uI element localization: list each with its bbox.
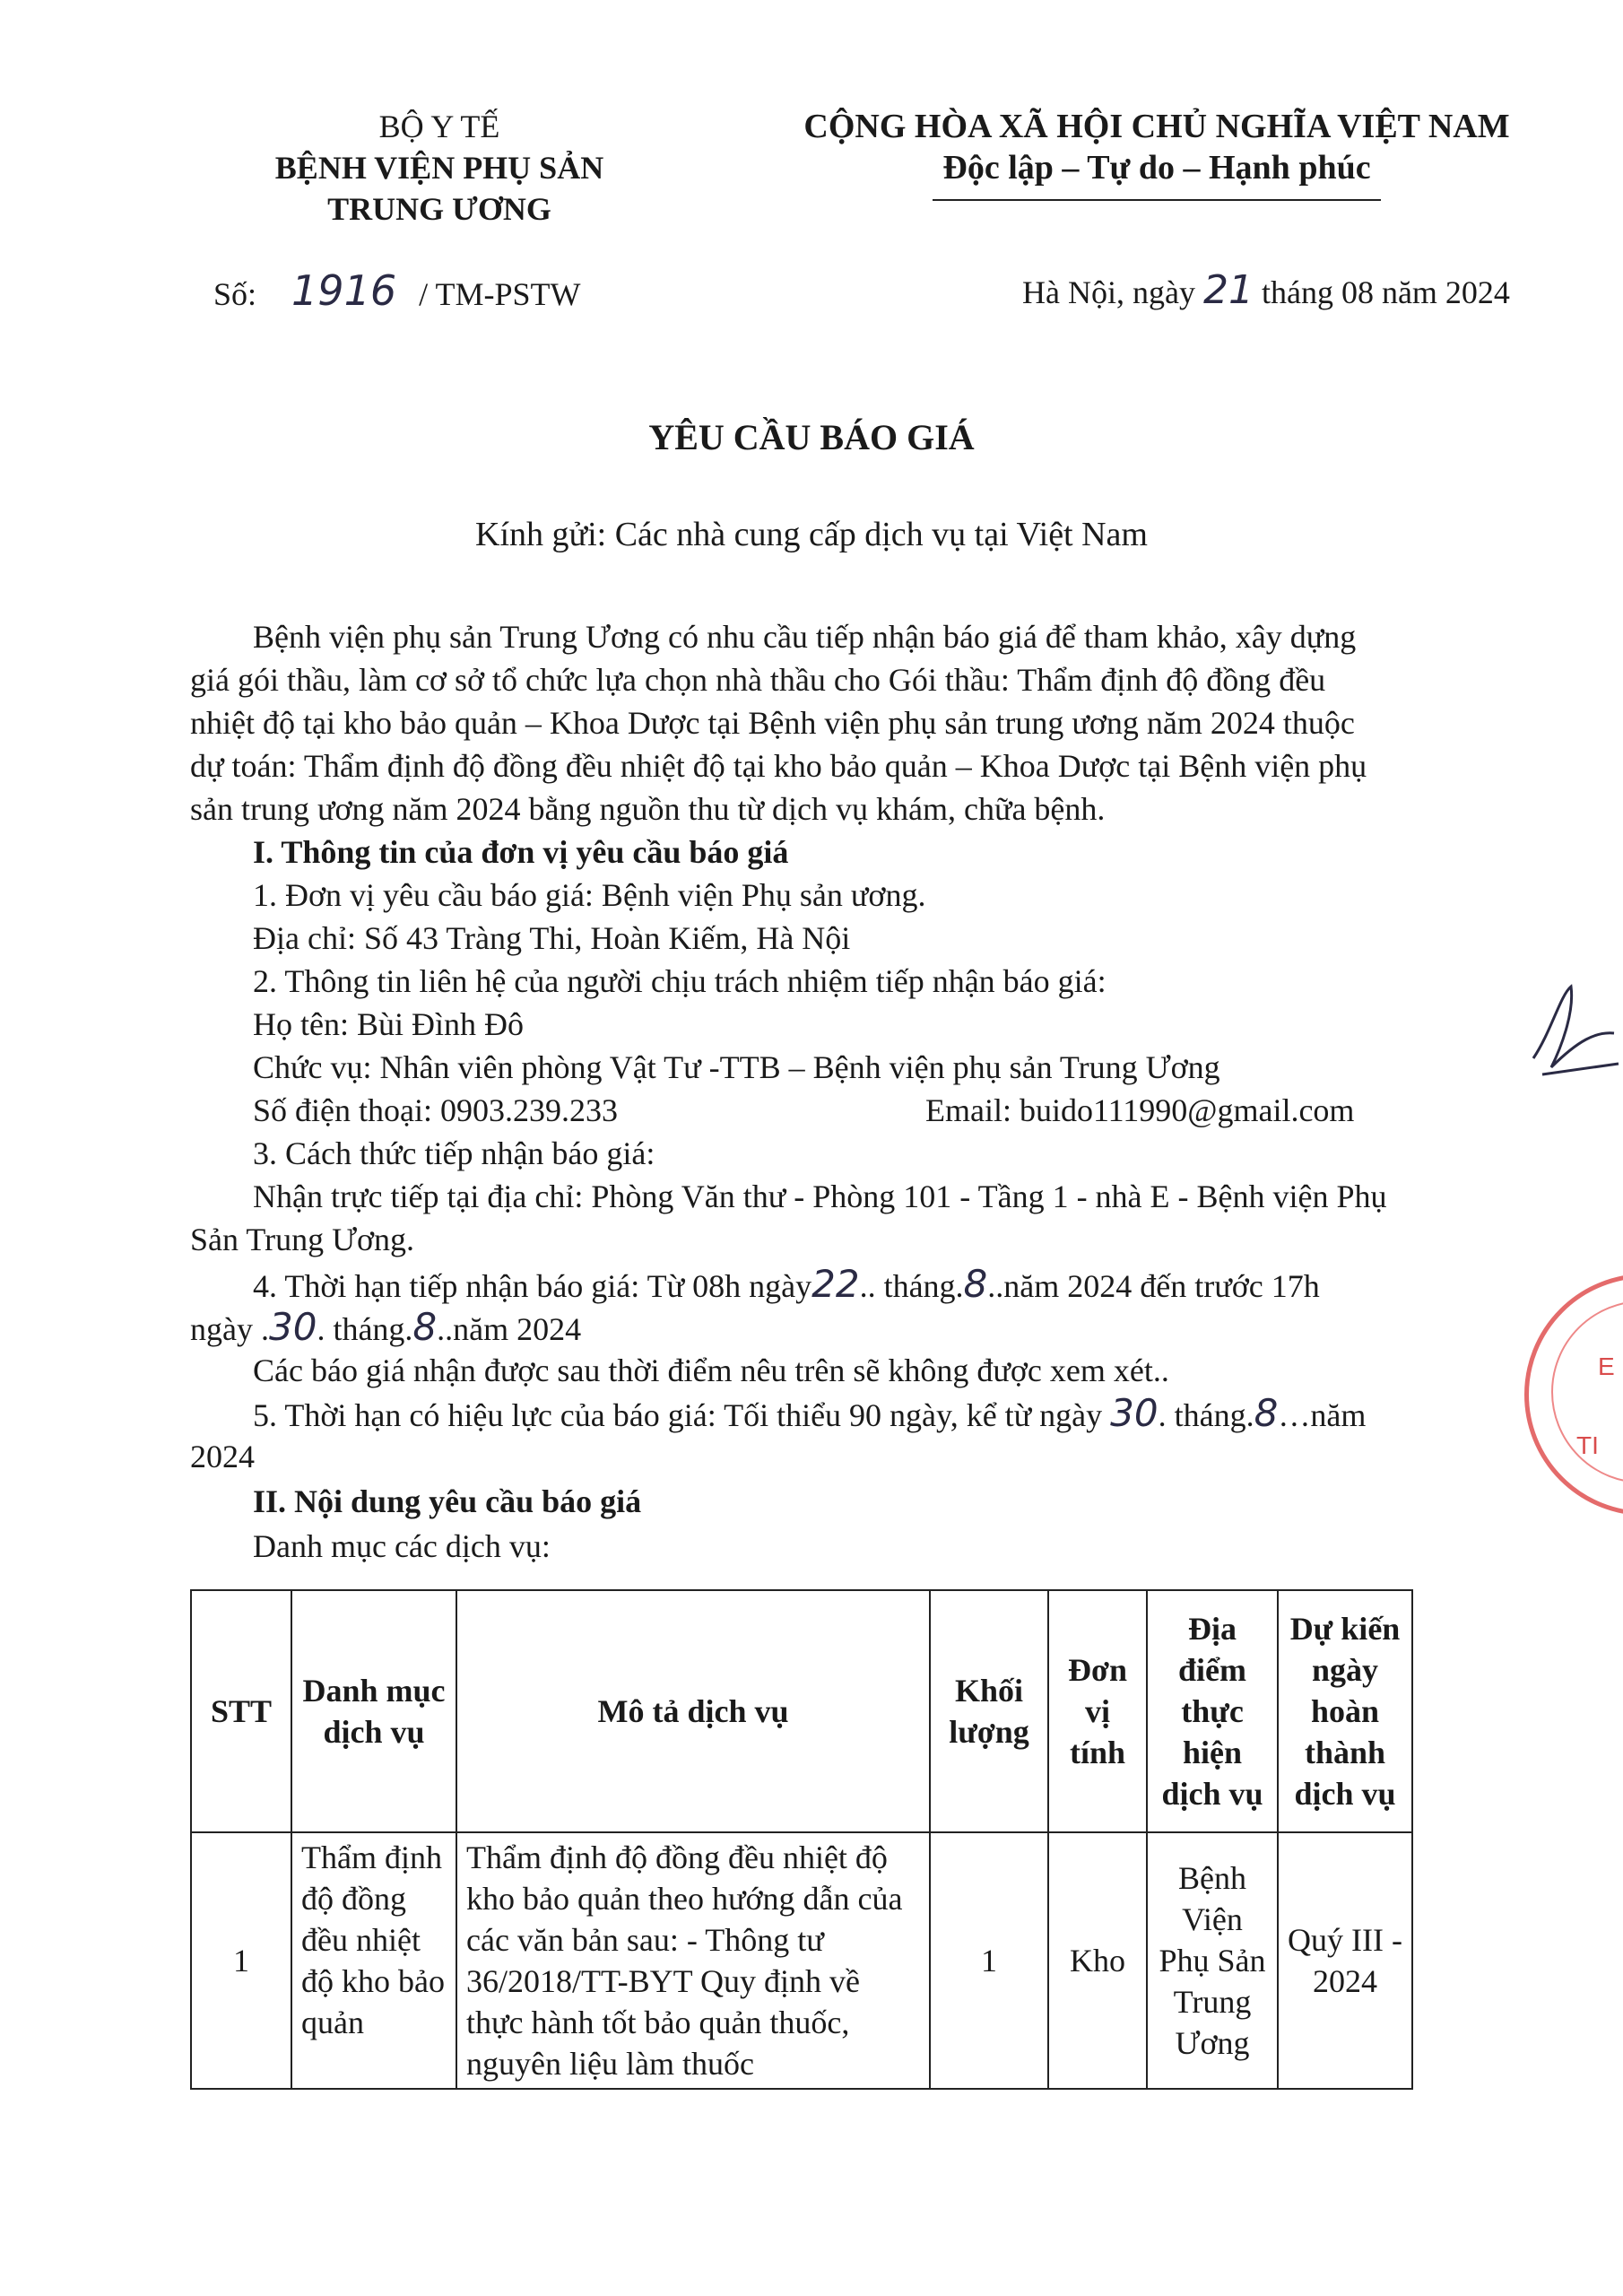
validity-year: 2024: [190, 1439, 255, 1474]
deadline-text: ..năm 2024: [437, 1311, 582, 1347]
cell-stt: 1: [191, 1832, 291, 2089]
cell-location: Bệnh Viện Phụ Sản Trung Ương: [1147, 1832, 1278, 2089]
col-header-stt: STT: [191, 1590, 291, 1832]
requesting-unit: 1. Đơn vị yêu cầu báo giá: Bệnh viện Phụ sản ương.: [253, 877, 926, 913]
so-label: Số:: [213, 276, 257, 312]
deadline-line: [253, 1263, 1320, 1308]
contact-phone: Số điện thoại: 0903.239.233: [253, 1092, 618, 1128]
cell-completion: Quý III - 2024: [1278, 1832, 1412, 2089]
stamp-fragment: TI: [1576, 1431, 1599, 1459]
intro-line: Bệnh viện phụ sản Trung Ương có nhu cầu tiếp nhận báo giá để tham khảo, xây dựng: [253, 619, 1357, 655]
validity-text: . tháng.: [1158, 1397, 1254, 1433]
hospital-name-line1: BỆNH VIỆN PHỤ SẢN: [274, 150, 604, 186]
late-note: Các báo giá nhận được sau thời điểm nêu trên sẽ không được xem xét..: [253, 1352, 1169, 1388]
handwritten-month: 8: [1254, 1391, 1279, 1435]
issue-date: [1022, 269, 1510, 314]
deadline-line: [190, 1306, 581, 1351]
deadline-text: . tháng.: [317, 1311, 413, 1347]
handwritten-number: 1916: [291, 266, 397, 315]
intro-line: giá gói thầu, làm cơ sở tổ chức lựa chọn nhà thầu cho Gói thầu: Thẩm định độ đồng đều: [190, 662, 1326, 698]
contact-email: Email: buido111990@gmail.com: [925, 1092, 1355, 1128]
col-header-location: Địa điểm thực hiện dịch vụ: [1147, 1590, 1278, 1832]
contact-heading: 2. Thông tin liên hệ của người chịu trách nhiệm tiếp nhận báo giá:: [253, 963, 1107, 999]
unit-address: Địa chỉ: Số 43 Tràng Thi, Hoàn Kiếm, Hà Nội: [253, 920, 851, 956]
deadline-text: 4. Thời hạn tiếp nhận báo giá: Từ 08h ngày: [253, 1268, 812, 1304]
cell-description: Thẩm định độ đồng đều nhiệt độ kho bảo quản theo hướng dẫn của các văn bản sau: - Thông tư 36/2018/TT-BYT Quy định về thực hành tốt bảo quản thuốc, nguyên liệu làm thuốc: [456, 1832, 930, 2089]
cell-unit: Kho: [1048, 1832, 1147, 2089]
contact-name: Họ tên: Bùi Đình Đô: [253, 1006, 524, 1042]
handwritten-month: 8: [412, 1305, 438, 1349]
handwritten-month: 8: [963, 1262, 988, 1306]
deadline-text: ngày .: [190, 1311, 269, 1347]
service-list-label: Danh mục các dịch vụ:: [253, 1528, 551, 1564]
addressee: Kính gửi: Các nhà cung cấp dịch vụ tại Việt Nam: [475, 516, 1148, 553]
document-number: [213, 266, 581, 316]
table-header-row: [191, 1590, 1412, 1832]
intro-line: nhiệt độ tại kho bảo quản – Khoa Dược tại Bệnh viện phụ sản trung ương năm 2024 thuộc: [190, 705, 1355, 741]
table-row: [191, 1832, 1412, 2089]
section1-heading: I. Thông tin của đơn vị yêu cầu báo giá: [253, 834, 789, 870]
method-heading: 3. Cách thức tiếp nhận báo giá:: [253, 1135, 655, 1171]
validity-line: [253, 1392, 1366, 1437]
section2-heading: II. Nội dung yêu cầu báo giá: [253, 1483, 642, 1519]
document-code: / TM-PSTW: [419, 276, 581, 312]
col-header-description: Mô tả dịch vụ: [456, 1590, 930, 1832]
date-prefix: Hà Nội, ngày: [1022, 274, 1195, 310]
stamp-fragment: E: [1598, 1352, 1615, 1380]
motto-underline: [933, 199, 1381, 201]
national-motto: Độc lập – Tự do – Hạnh phúc: [942, 149, 1371, 187]
handwritten-day: 30: [268, 1305, 317, 1349]
cell-category: Thẩm định độ đồng đều nhiệt độ kho bảo quản: [291, 1832, 456, 2089]
document-title: YÊU CẦU BÁO GIÁ: [648, 417, 975, 457]
col-header-quantity: Khối lượng: [930, 1590, 1048, 1832]
validity-text: 5. Thời hạn có hiệu lực của báo giá: Tối thiểu 90 ngày, kể từ ngày: [253, 1397, 1103, 1433]
handwritten-day: 30: [1110, 1391, 1159, 1435]
intro-line: sản trung ương năm 2024 bằng nguồn thu từ dịch vụ khám, chữa bệnh.: [190, 791, 1106, 827]
handwritten-day: 22: [812, 1262, 860, 1306]
issuing-agency: [215, 106, 664, 230]
republic-name: CỘNG HÒA XÃ HỘI CHỦ NGHĨA VIỆT NAM: [803, 108, 1510, 145]
service-table: [190, 1589, 1413, 2090]
hospital-name-line2: TRUNG ƯƠNG: [327, 191, 551, 227]
col-header-unit: Đơn vị tính: [1048, 1590, 1147, 1832]
cell-quantity: 1: [930, 1832, 1048, 2089]
date-suffix: tháng 08 năm 2024: [1261, 274, 1510, 310]
validity-text: …năm: [1278, 1397, 1367, 1433]
ministry-name: BỘ Y TẾ: [378, 109, 500, 144]
method-line: Nhận trực tiếp tại địa chỉ: Phòng Văn thư - Phòng 101 - Tầng 1 - nhà E - Bệnh viện Phụ: [253, 1178, 1387, 1214]
national-header: [708, 106, 1605, 188]
deadline-text: .. tháng.: [859, 1268, 964, 1304]
col-header-category: Danh mục dịch vụ: [291, 1590, 456, 1832]
deadline-text: ..năm 2024 đến trước 17h: [987, 1268, 1320, 1304]
method-line: Sản Trung Ương.: [190, 1222, 415, 1257]
col-header-completion: Dự kiến ngày hoàn thành dịch vụ: [1278, 1590, 1412, 1832]
intro-line: dự toán: Thẩm định độ đồng đều nhiệt độ tại kho bảo quản – Khoa Dược tại Bệnh viện phụ: [190, 748, 1367, 784]
signature-mark: [1524, 978, 1623, 1085]
handwritten-day: 21: [1202, 267, 1254, 313]
contact-position: Chức vụ: Nhân viên phòng Vật Tư -TTB – Bệnh viện phụ sản Trung Ương: [253, 1049, 1220, 1085]
